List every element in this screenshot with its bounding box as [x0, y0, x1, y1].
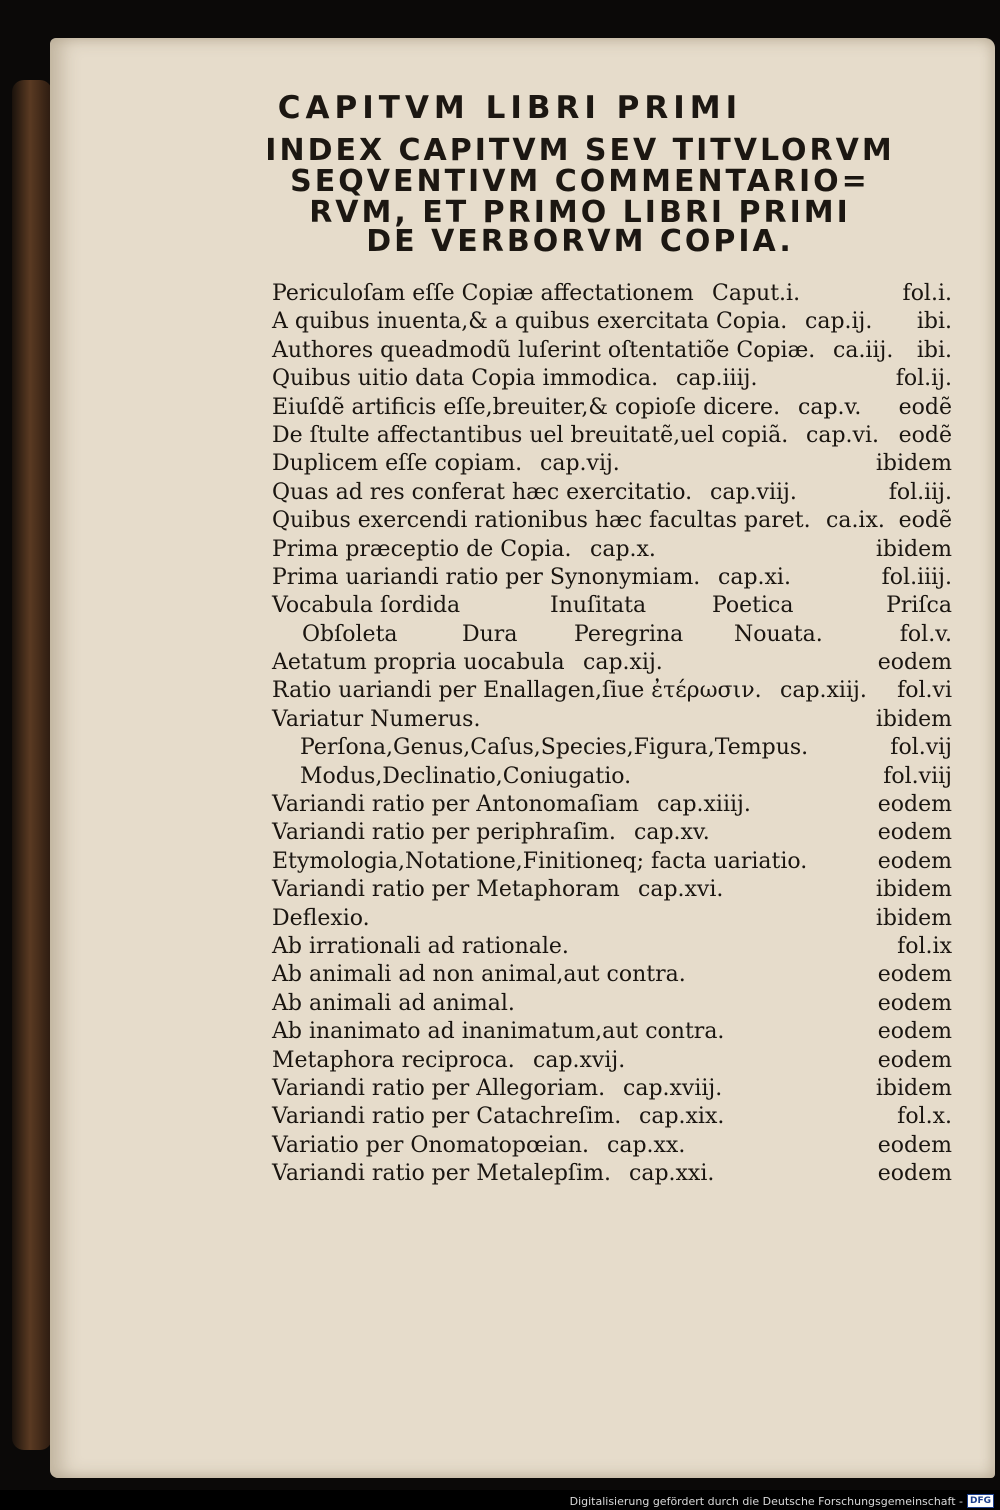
toc-title: Prima uariandi ratio per Synonymiam. [272, 564, 701, 590]
toc-folio: ibidem [875, 451, 952, 477]
toc-word: fol.v. [899, 621, 952, 647]
toc-folio: ibidem [875, 877, 952, 903]
toc-chapter: cap.vij. [540, 451, 620, 477]
toc-row [272, 308, 952, 336]
toc-title: Prima præceptio de Copia. [272, 536, 572, 562]
toc-row [272, 507, 952, 535]
toc-chapter: cap.xiij. [780, 678, 867, 704]
toc-row [272, 876, 952, 904]
toc-folio: fol.vi [897, 678, 952, 704]
toc-chapter: cap.xv. [634, 820, 710, 846]
toc-row [272, 819, 952, 847]
toc-folio: fol.x. [897, 1104, 952, 1130]
toc-title: Variandi ratio per periphraſim. [272, 820, 616, 846]
toc-row [272, 1075, 952, 1103]
toc-chapter: cap.xvi. [638, 877, 724, 903]
toc-chapter: cap.xiiij. [657, 792, 751, 818]
toc-folio: eodem [877, 1047, 952, 1073]
toc-folio: eodẽ [898, 422, 952, 448]
toc-title: Variatur Numerus. [272, 706, 481, 732]
toc-folio: eodem [877, 962, 952, 988]
toc-folio: eodem [877, 650, 952, 676]
toc-row [272, 536, 952, 564]
toc-title: Duplicem eſſe copiam. [272, 451, 523, 477]
toc-title: Quibus exercendi rationibus hæc facultas paret. [272, 508, 811, 534]
toc-title: Deflexio. [272, 905, 370, 931]
toc-chapter: cap.x. [590, 536, 656, 562]
toc-folio: ibidem [875, 706, 952, 732]
toc-row [272, 1103, 952, 1131]
heading-line-2: SEQVENTIVM COMMENTARIO= [290, 164, 870, 199]
toc-title: A quibus inuenta,& a quibus exercitata Copia. [272, 309, 788, 335]
toc-folio: ibidem [875, 1075, 952, 1101]
toc-row [272, 1132, 952, 1160]
toc-chapter: cap.xi. [718, 564, 791, 590]
toc-chapter: cap.xviij. [623, 1075, 723, 1101]
toc-title: Eiuſdẽ artificis eſſe,breuiter,& copioſe dicere. [272, 394, 781, 420]
toc-row [272, 422, 952, 450]
toc-chapter: cap.iiij. [676, 366, 758, 392]
book-binding [12, 80, 52, 1450]
toc-folio: ibi. [916, 309, 952, 335]
toc-row [272, 905, 952, 933]
dfg-logo: DFG [967, 1494, 994, 1508]
toc-chapter: cap.v. [798, 394, 862, 420]
table-of-contents [272, 280, 952, 1189]
toc-folio: fol.ij. [895, 366, 952, 392]
toc-title: Variandi ratio per Allegoriam. [272, 1075, 606, 1101]
toc-word: Vocabula ſordida [272, 593, 461, 619]
toc-row [272, 564, 952, 592]
toc-title: Ab animali ad non animal,aut contra. [272, 962, 686, 988]
toc-chapter: cap.xix. [639, 1104, 725, 1130]
toc-title: Variandi ratio per Catachreſim. [272, 1104, 622, 1130]
heading-line-3: RVM, ET PRIMO LIBRI PRIMI [309, 195, 851, 230]
toc-folio: fol.i. [902, 281, 952, 306]
toc-title: Quibus uitio data Copia immodica. [272, 366, 659, 392]
toc-folio: eodẽ [898, 508, 952, 534]
toc-folio: eodem [877, 1019, 952, 1045]
toc-folio: ibi. [916, 337, 952, 363]
toc-row [272, 734, 952, 762]
toc-row [272, 280, 952, 308]
toc-row [272, 1047, 952, 1075]
toc-chapter: cap.xxi. [629, 1161, 715, 1187]
toc-row [272, 933, 952, 961]
toc-title: Etymologia,Notatione,Finitioneq; facta uariatio. [272, 848, 808, 874]
toc-folio: fol.ix [897, 933, 952, 959]
toc-title: Variatio per Onomatopœian. [272, 1132, 590, 1158]
toc-title: De ſtulte affectantibus uel breuitatẽ,uel copiã. [272, 422, 789, 448]
toc-row [272, 1160, 952, 1188]
toc-folio: eodem [877, 848, 952, 874]
toc-folio: fol.iiij. [881, 564, 952, 590]
toc-folio: eodem [877, 1161, 952, 1187]
toc-title: Ab inanimato ad inanimatum,aut contra. [272, 1019, 725, 1045]
toc-row [272, 592, 952, 620]
toc-word: Dura [462, 621, 518, 647]
toc-row [272, 337, 952, 365]
toc-title: Ratio uariandi per Enallagen,ſiue ἐτέρωσιν. [272, 678, 762, 704]
toc-word: Priſca [886, 593, 952, 619]
toc-word: Obſoleta [302, 621, 398, 647]
toc-chapter: Caput.i. [712, 281, 801, 306]
toc-title: Variandi ratio per Antonomaſiam [272, 792, 639, 818]
toc-word: Poetica [712, 593, 794, 619]
toc-row [272, 791, 952, 819]
toc-chapter: cap.xx. [607, 1132, 686, 1158]
page-title: CAPITVM LIBRI PRIMI [277, 90, 743, 126]
heading-line-4: DE VERBORVM COPIA. [366, 224, 794, 259]
toc-chapter: ca.iij. [833, 337, 894, 363]
toc-chapter: cap.viij. [710, 479, 797, 505]
toc-row [272, 450, 952, 478]
toc-title: Authores queadmodũ luſerint oſtentatiõe Copiæ. [272, 337, 816, 363]
toc-row [272, 394, 952, 422]
toc-folio: fol.vij [890, 735, 952, 761]
toc-chapter: cap.xvij. [533, 1047, 626, 1073]
toc-folio: eodem [877, 792, 952, 818]
toc-title: Variandi ratio per Metaphoram [272, 877, 620, 903]
toc-row [272, 1018, 952, 1046]
toc-folio: eodem [877, 820, 952, 846]
toc-row [272, 621, 952, 649]
toc-title: Periculoſam eſſe Copiæ affectationem [272, 281, 694, 306]
toc-chapter: cap.ij. [805, 309, 873, 335]
toc-row [272, 990, 952, 1018]
toc-row [272, 706, 952, 734]
toc-title: Quas ad res conferat hæc exercitatio. [272, 479, 693, 505]
toc-row [272, 677, 952, 705]
toc-title: Ab irrationali ad rationale. [272, 933, 569, 959]
toc-word: Nouata. [734, 621, 823, 647]
toc-title: Variandi ratio per Metalepſim. [272, 1161, 611, 1187]
toc-word: Peregrina [574, 621, 684, 647]
toc-folio: eodem [877, 1132, 952, 1158]
toc-folio: eodẽ [898, 394, 952, 420]
toc-row [272, 479, 952, 507]
toc-chapter: cap.xij. [583, 650, 663, 676]
toc-chapter: cap.vi. [806, 422, 879, 448]
toc-word: Inuſitata [550, 593, 647, 619]
footer-credit [570, 1494, 994, 1508]
heading-line-1: INDEX CAPITVM SEV TITVLORVM [265, 133, 895, 168]
toc-folio: ibidem [875, 905, 952, 931]
toc-title: Modus,Declinatio,Coniugatio. [300, 763, 632, 789]
toc-folio: ibidem [875, 536, 952, 562]
toc-folio: fol.iij. [888, 479, 952, 505]
toc-folio: eodem [877, 990, 952, 1016]
toc-row [272, 649, 952, 677]
toc-title: Metaphora reciproca. [272, 1047, 515, 1073]
toc-title: Perſona,Genus,Caſus,Species,Figura,Tempus. [300, 735, 809, 761]
toc-row [272, 961, 952, 989]
toc-title: Ab animali ad animal. [272, 990, 515, 1016]
toc-folio: fol.viij [883, 763, 952, 789]
footer-text: Digitalisierung gefördert durch die Deutsche Forschungsgemeinschaft - [569, 1494, 963, 1508]
toc-row [272, 365, 952, 393]
toc-row [272, 763, 952, 791]
toc-row [272, 848, 952, 876]
toc-title: Aetatum propria uocabula [272, 650, 565, 676]
toc-chapter: ca.ix. [826, 508, 885, 534]
